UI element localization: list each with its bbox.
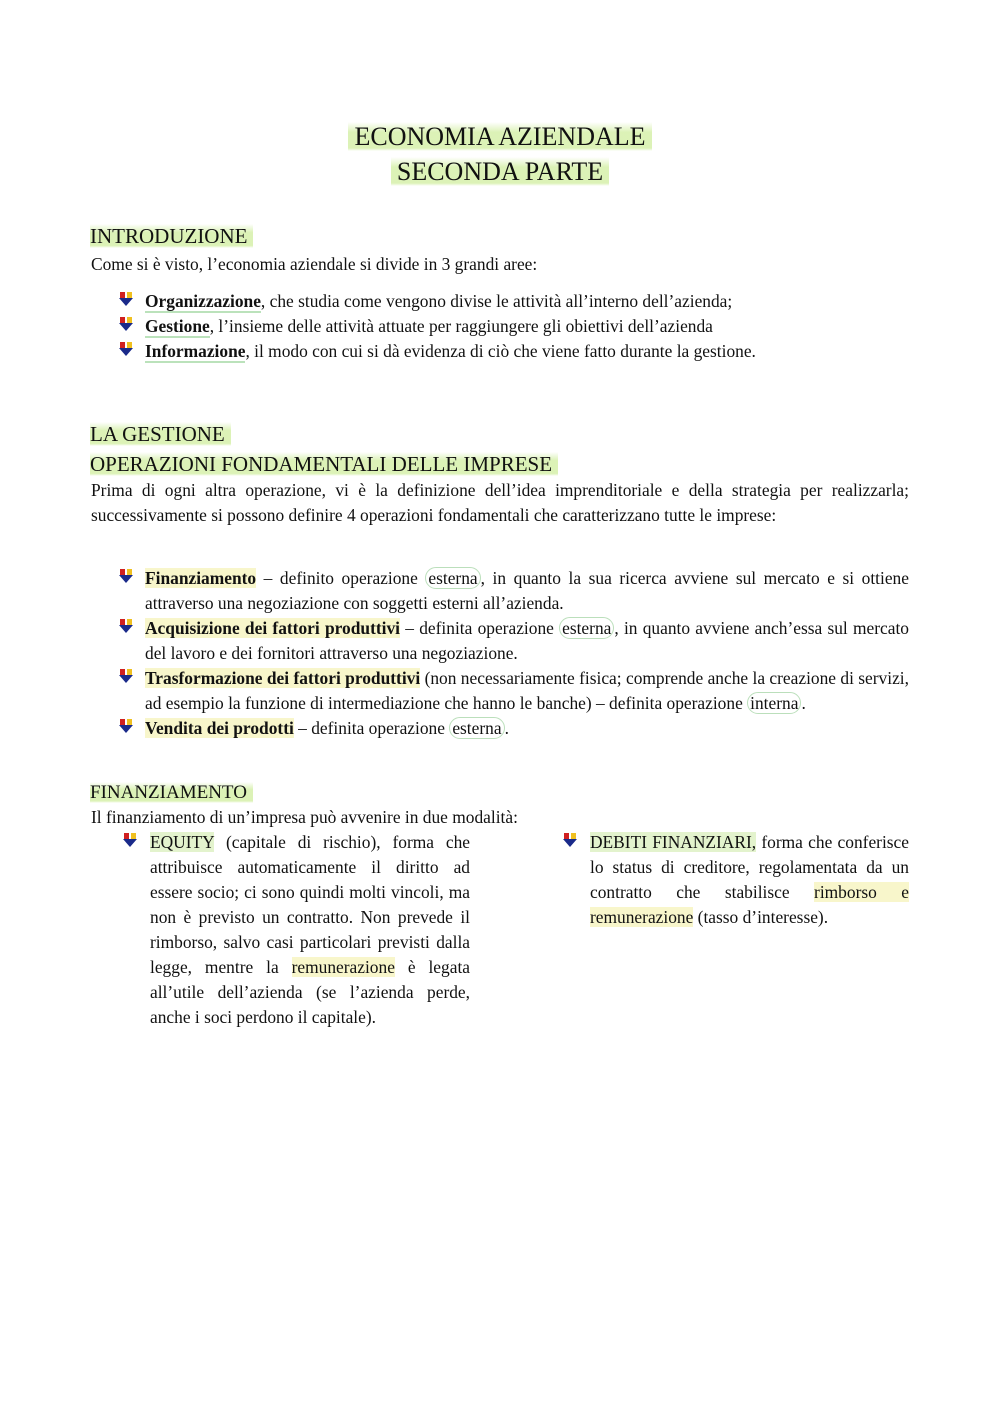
- bullet-arrow-icon: [118, 342, 134, 358]
- list-item: [145, 566, 909, 616]
- bullet-arrow-icon: [122, 833, 138, 849]
- intro-paragraph: Come si è visto, l’economia aziendale si divide in 3 grandi aree:: [91, 254, 538, 274]
- equity-term: EQUITY: [150, 832, 215, 852]
- intro-list: [145, 289, 915, 364]
- section-heading-finanziamento: [90, 779, 253, 807]
- list-item: [145, 716, 909, 741]
- operation-pre: – definita operazione: [400, 618, 560, 638]
- bullet-arrow-icon: [118, 569, 134, 585]
- operation-post: .: [801, 693, 806, 713]
- bullet-arrow-icon: [562, 833, 578, 849]
- heading-gestione-text: LA GESTIONE: [90, 422, 231, 446]
- list-item: [145, 314, 915, 339]
- operation-term: Finanziamento: [145, 568, 257, 588]
- bullet-arrow-icon: [118, 719, 134, 735]
- operation-type-mark: esterna: [425, 567, 480, 589]
- heading-finanziamento-text: FINANZIAMENTO: [90, 782, 253, 803]
- gestione-paragraph: Prima di ogni altra operazione, vi è la definizione dell’idea imprenditoriale e della strategia per realizzarla; successivamente si possono definire 4 operazioni fondamentali che caratterizzano tutte le imprese:: [91, 480, 909, 525]
- operation-pre: – definita operazione: [293, 718, 450, 738]
- finanziamento-paragraph: Il finanziamento di un’impresa può avvenire in due modalità:: [91, 807, 518, 827]
- title-1-text: ECONOMIA AZIENDALE: [348, 122, 651, 151]
- section-subheading-operazioni: [90, 450, 558, 478]
- title-2-text: SECONDA PARTE: [391, 157, 609, 186]
- intro-item-rest: , che studia come vengono divise le attività all’interno dell’azienda;: [260, 291, 733, 311]
- equity-post: è legata all’utile dell’azienda (se l’azienda perde, anche i soci perdono il capitale).: [150, 957, 470, 1027]
- operation-post: , in quanto la sua ricerca avviene sul mercato e si ottiene attraverso una negoziazione con soggetti esterni all’azienda.: [145, 568, 909, 613]
- equity-mark: remunerazione: [291, 957, 395, 977]
- operation-type-mark: esterna: [559, 617, 614, 639]
- bullet-arrow-icon: [118, 619, 134, 635]
- operazioni-list: [145, 566, 909, 741]
- document-title-line-2: [0, 155, 1000, 189]
- intro-item-term: Informazione: [145, 341, 246, 361]
- operation-term: Acquisizione dei fattori produttivi: [145, 618, 401, 638]
- operation-post: .: [504, 718, 509, 738]
- section-heading-gestione: [90, 420, 231, 448]
- operation-post: , in quanto avviene anch’essa sul mercato del lavoro e dei fornitori attraverso una negoziazione.: [145, 618, 910, 663]
- debiti-term: DEBITI FINANZIARI,: [590, 832, 757, 852]
- debiti-mark: rimborso e remunerazione: [590, 882, 909, 927]
- operation-pre: (non necessariamente fisica; comprende anche la creazione di servizi, ad esempio la funzione di intermediazione che hanno le banche) – definita operazione: [145, 668, 909, 713]
- operation-term: Vendita dei prodotti: [145, 718, 294, 738]
- intro-item-term: Organizzazione: [145, 291, 261, 311]
- operation-pre: – definito operazione: [256, 568, 426, 588]
- debiti-pre: forma che conferisce lo status di creditore, regolamentata da un contratto che stabilisce: [590, 832, 909, 902]
- document-title-line-1: [0, 120, 1000, 154]
- heading-introduzione-text: INTRODUZIONE: [90, 224, 253, 248]
- debiti-column: [590, 830, 909, 930]
- list-item: [145, 616, 909, 666]
- bullet-arrow-icon: [118, 669, 134, 685]
- list-item: [145, 666, 909, 716]
- list-item: [145, 339, 915, 364]
- section-heading-introduzione: [90, 222, 253, 250]
- debiti-post: (tasso d’interesse).: [693, 907, 829, 927]
- equity-column: [150, 830, 470, 1030]
- operation-type-mark: interna: [747, 692, 801, 714]
- intro-item-rest: , il modo con cui si dà evidenza di ciò che viene fatto durante la gestione.: [245, 341, 756, 361]
- equity-pre: (capitale di rischio), forma che attribuisce automaticamente il diritto ad essere socio; ci sono quindi molti vincoli, ma non è previsto un contratto. Non prevede il rimborso, salvo casi particolari previsti dalla legge, mentre la: [150, 832, 470, 977]
- intro-item-rest: , l’insieme delle attività attuate per raggiungere gli obiettivi dell’azienda: [209, 316, 713, 336]
- intro-item-term: Gestione: [145, 316, 210, 336]
- bullet-arrow-icon: [118, 292, 134, 308]
- list-item: [145, 289, 915, 314]
- operation-type-mark: esterna: [449, 717, 504, 739]
- operation-term: Trasformazione dei fattori produttivi: [145, 668, 421, 688]
- heading-operazioni-text: OPERAZIONI FONDAMENTALI DELLE IMPRESE: [90, 452, 558, 476]
- bullet-arrow-icon: [118, 317, 134, 333]
